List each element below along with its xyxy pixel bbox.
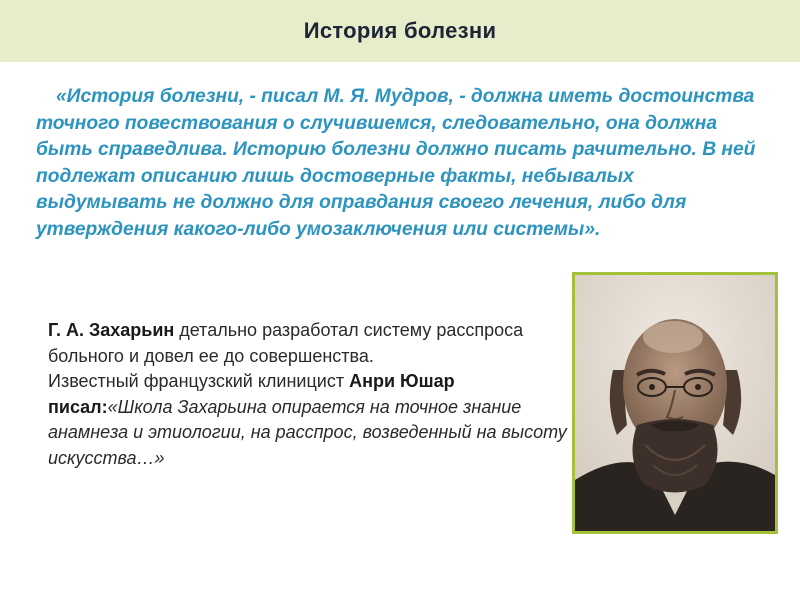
bio-citation: «Школа Захарьина опирается на точное знание анамнеза и этиологии, на расспрос, возведенный на высоту искусства…» xyxy=(48,396,567,468)
bio-wrote: писал: xyxy=(48,396,108,417)
bio-clinician: Анри Юшар xyxy=(349,371,455,392)
bio-text-1: детально разработал систему расспроса больного и довел ее до совершенства. xyxy=(48,320,524,366)
mudrov-quote: «История болезни, - писал М. Я. Мудров, - должна иметь достоинства точного повествования о случившемся, следовательно, она должна быть справедлива. Историю болезни должно писать рачительно. В ней подлежат описанию лишь достоверные факты, небывалых выдумывать не должно для оправдания своего лечения, либо для утверждения какого-либо умозаключения или системы». xyxy=(36,86,756,240)
page-title: История болезни xyxy=(303,18,497,43)
bio-text-2: Известный французский клиницист xyxy=(48,371,350,392)
portrait-photo-icon xyxy=(575,275,775,531)
bio-name: Г. А. Захарьин xyxy=(48,320,175,340)
zakharyin-bio xyxy=(48,318,568,472)
portrait-photo xyxy=(572,272,778,534)
bio-paragraph-1 xyxy=(48,318,568,369)
bio-paragraph-2 xyxy=(48,369,568,471)
title-bar xyxy=(0,0,800,62)
